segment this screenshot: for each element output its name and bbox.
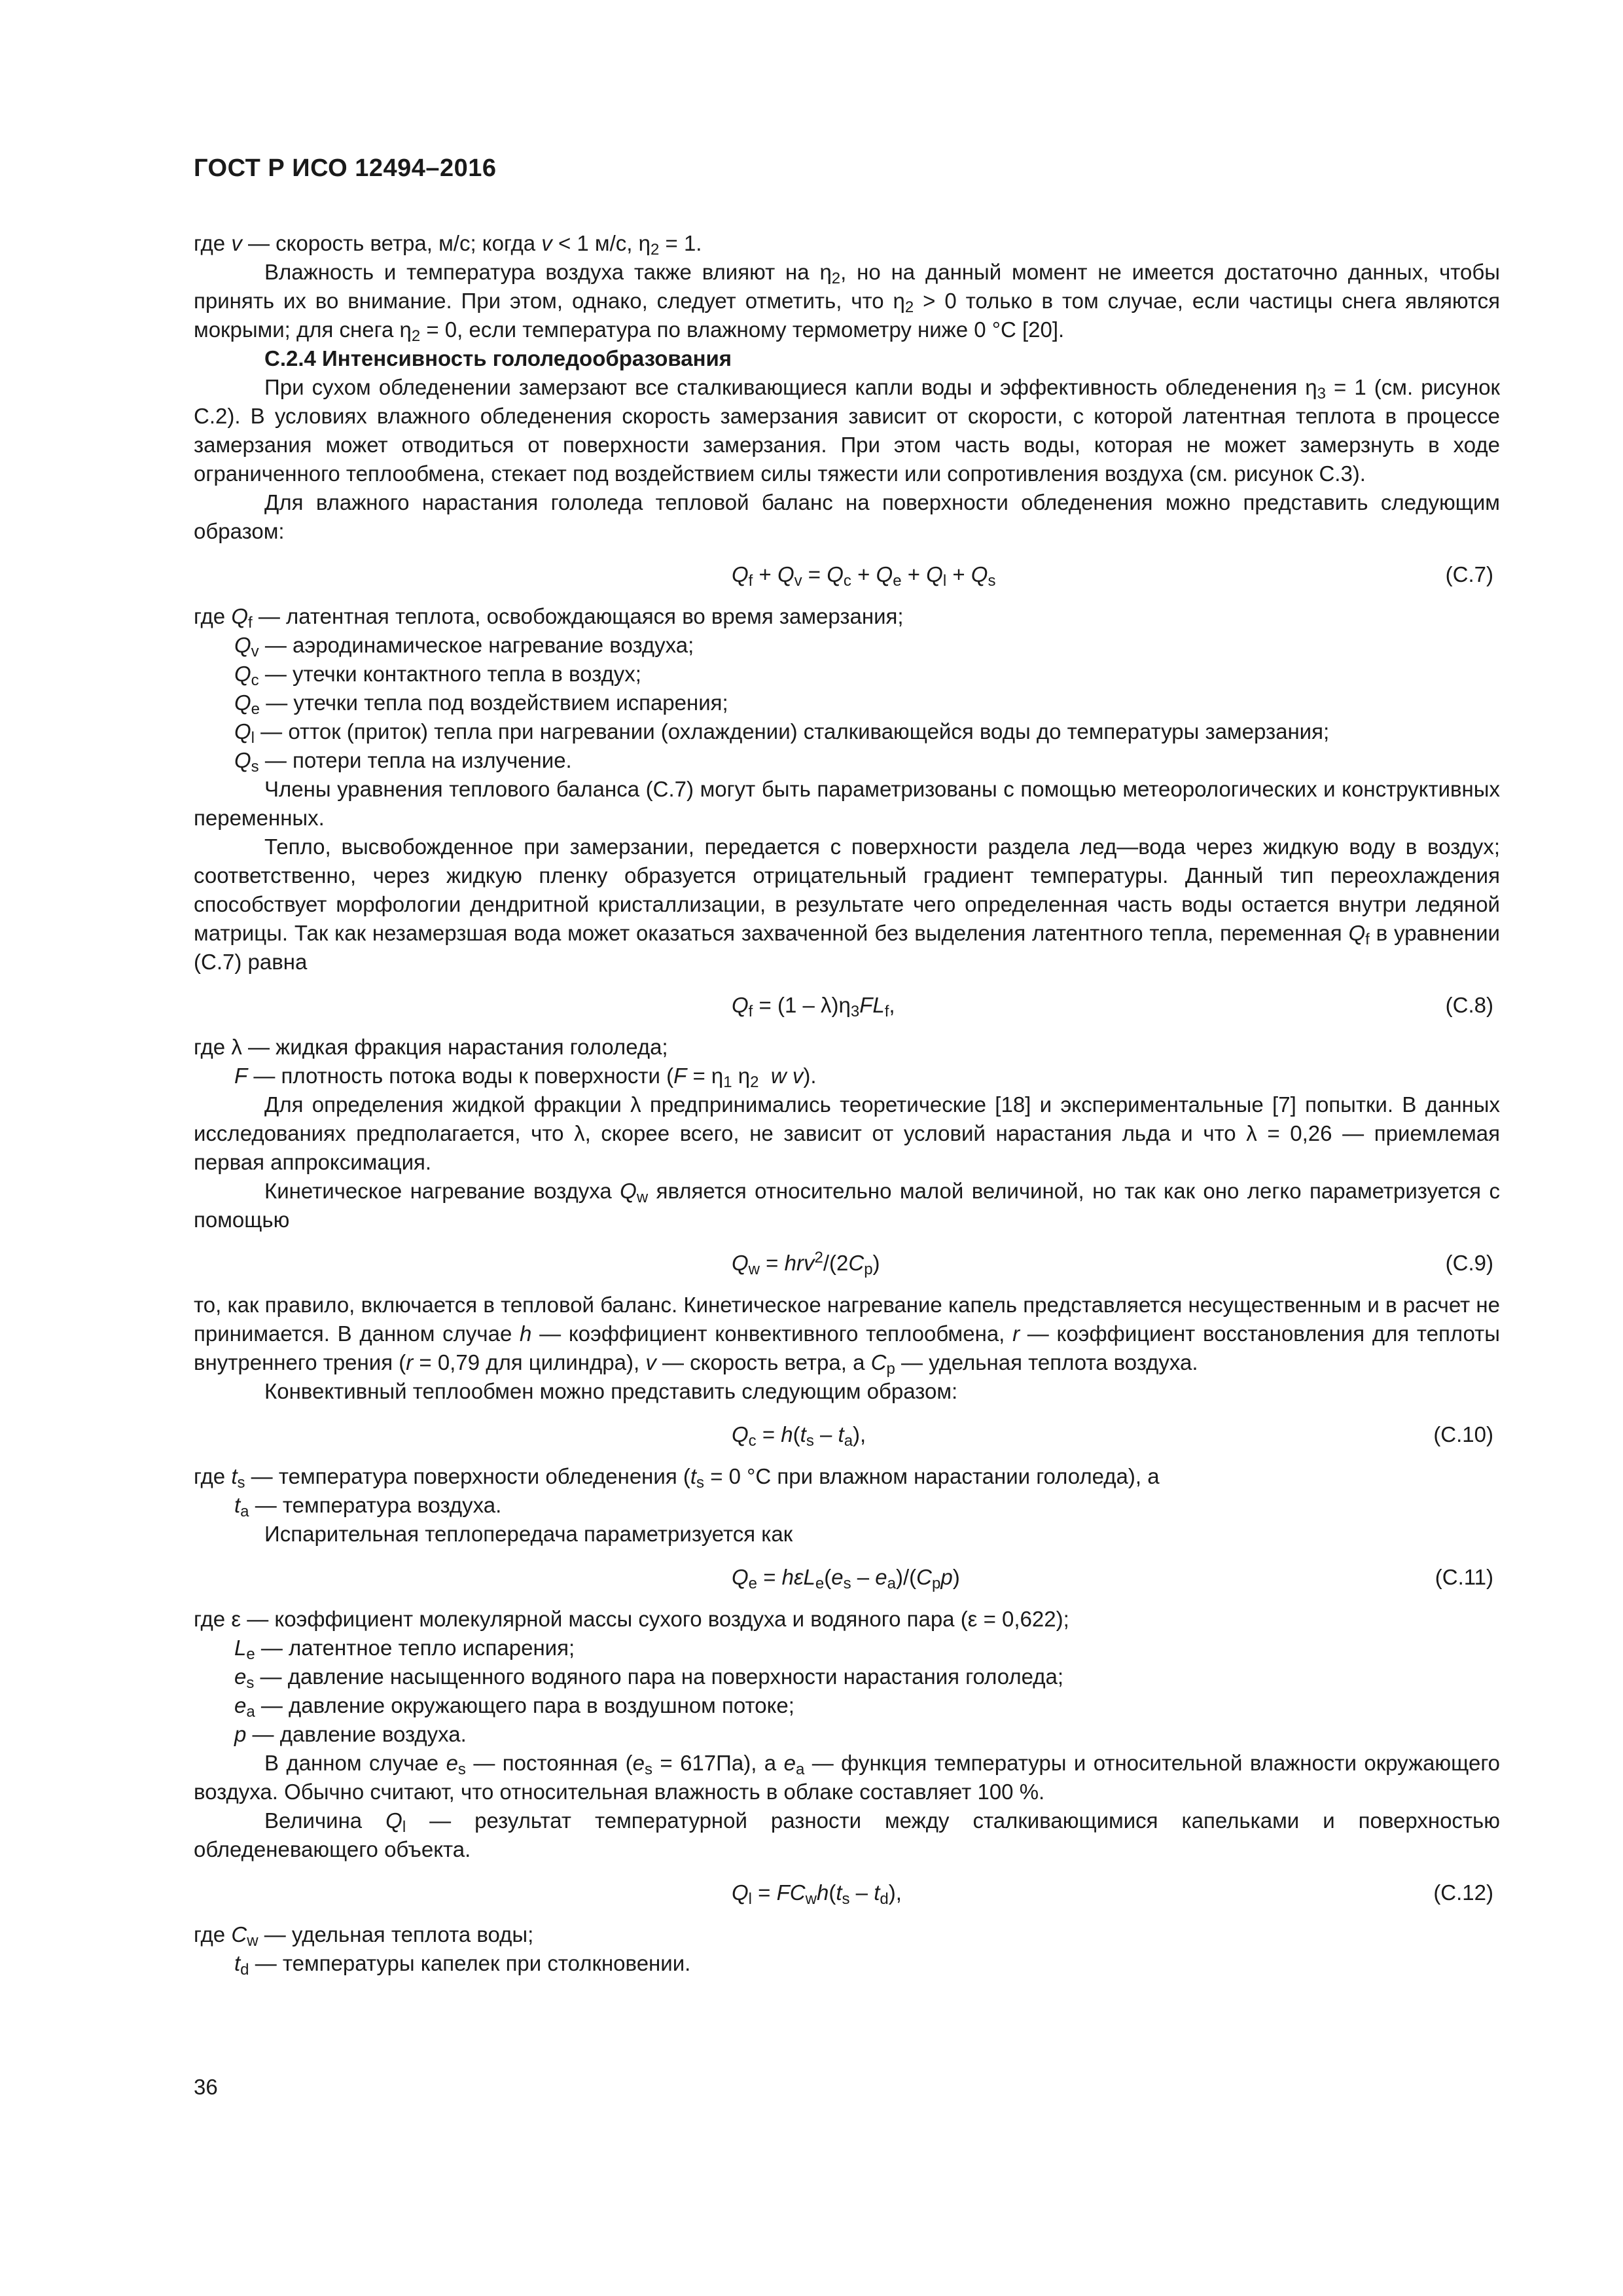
paragraph-liquid-fraction: Для определения жидкой фракции λ предпринимались теоретические [18] и экспериментальные [7] попытки. В данных исследованиях предполагается, что λ, скорее всего, не зависит от условий нарастания льда и что λ = 0,26 — приемлемая первая аппроксимация. — [194, 1092, 1500, 1174]
definition-es: $e_s$ — давление насыщенного водяного пара на поверхности нарастания гололеда; — [234, 1664, 1064, 1692]
paragraph-evaporative: Испарительная теплопередача параметризуется как — [264, 1522, 793, 1546]
page-number: 36 — [194, 2075, 218, 2099]
definition-lambda: где λ — жидкая фракция нарастания гололеда; — [194, 1035, 668, 1059]
document-header: ГОСТ Р ИСО 12494–2016 — [194, 154, 497, 182]
paragraph-humidity: Влажность и температура воздуха также влияют на $\eta_2$, но на данный момент не имеется достаточно данных, чтобы принять их во внимание. При этом, однако, следует отметить, что $\eta_2 > 0$ только в том случае, если частицы снега являются мокрыми; для снега $\eta_2 = 0$, если температура по влажному термометру ниже 0 °С [20]. — [194, 260, 1500, 345]
equation-c11-number: (С.11) — [1435, 1565, 1493, 1589]
equation-c7-number: (С.7) — [1445, 562, 1493, 586]
definition-p: p — давление воздуха. — [234, 1722, 467, 1746]
section-heading: С.2.4 Интенсивность гололедообразования — [264, 346, 732, 370]
definition-qv: $Q_v$ — аэродинамическое нагревание воздуха; — [234, 633, 694, 660]
definition-ts: где $t_s$ — температура поверхности обледенения ($t_s = 0$ °С при влажном нарастании гололеда), а — [194, 1464, 1160, 1492]
equation-c8-formula: $Q_f = (1 - \lambda)\eta_3FL_f$, — [732, 993, 895, 1020]
definition-ql: $Q_l$ — отток (приток) тепла при нагревании (охлаждении) сталкивающейся воды до температуры замерзания; — [234, 719, 1330, 747]
equation-c11-formula: $Q_e = h\varepsilon L_e(e_s - e_a)/(C_pp)$ — [732, 1565, 960, 1592]
definition-ea: $e_a$ — давление окружающего пара в воздушном потоке; — [234, 1693, 794, 1721]
equation-c9 — [194, 1249, 1500, 1278]
equation-c12-number: (С.12) — [1433, 1880, 1493, 1905]
paragraph-convective: Конвективный теплообмен можно представить следующим образом: — [264, 1379, 958, 1403]
equation-c10 — [194, 1420, 1500, 1449]
paragraph-saturation: В данном случае $e_s$ — постоянная $(e_s = 617Па)$, а $e_a$ — функция температуры и относительной влажности окружающего воздуха. Обычно считают, что относительная влажность в облаке составляет 100 %. — [194, 1751, 1500, 1804]
equation-c7-formula: $Q_f + Q_v = Q_c + Q_e + Q_l + Q_s$ — [732, 562, 996, 590]
equation-c9-formula: $Q_w = hrv^2/(2C_p)$ — [732, 1249, 880, 1278]
equation-c12-formula: $Q_l = FC_wh(t_s - t_d)$, — [732, 1880, 902, 1908]
equation-c12 — [194, 1878, 1500, 1907]
equation-c7 — [194, 560, 1500, 589]
paragraph-kinetic-heating: Кинетическое нагревание воздуха $Q_w$ является относительно малой величиной, но так как оно легко параметризуется с помощью — [194, 1179, 1500, 1232]
definition-ta: $t_a$ — температура воздуха. — [234, 1493, 502, 1520]
definition-le: $L_e$ — латентное тепло испарения; — [234, 1636, 575, 1663]
definition-qs: $Q_s$ — потери тепла на излучение. — [234, 748, 572, 776]
definition-epsilon: где ε — коэффициент молекулярной массы сухого воздуха и водяного пара (ε = 0,622); — [194, 1607, 1069, 1631]
paragraph-wind-speed: где v — скорость ветра, м/с; когда v < 1 м/с, $\eta_2 = 1$. — [194, 231, 702, 259]
definition-qc: $Q_c$ — утечки контактного тепла в воздух; — [234, 662, 641, 689]
equation-c10-number: (С.10) — [1433, 1422, 1493, 1446]
definition-qe: $Q_e$ — утечки тепла под воздействием испарения; — [234, 691, 728, 718]
equation-c11 — [194, 1563, 1500, 1592]
equation-c8 — [194, 991, 1500, 1020]
paragraph-ql-value: Величина $Q_l$ — результат температурной разности между сталкивающимися капельками и поверхностью обледеневающего объекта. — [194, 1808, 1500, 1861]
paragraph-freezing-heat: Тепло, высвобожденное при замерзании, передается с поверхности раздела лед—вода через жидкую воду в воздух; соответственно, через жидкую пленку образуется отрицательный градиент температуры. Данный тип переохлаждения способствует морфологии дендритной кристаллизации, в результате чего определенная часть воды остается внутри ледяной матрицы. Так как незамерзшая вода может оказаться захваченной без выделения латентного тепла, переменная $Q_f$ в уравнении (С.7) равна — [194, 834, 1500, 974]
definition-qf: где $Q_f$ — латентная теплота, освобождающаяся во время замерзания; — [194, 604, 904, 632]
definition-f: F — плотность потока воды к поверхности ($F = \eta_1$ $\eta_2$ w v). — [234, 1064, 817, 1091]
equation-c9-number: (С.9) — [1445, 1251, 1493, 1275]
paragraph-kinetic-included: то, как правило, включается в тепловой баланс. Кинетическое нагревание капель представляется несущественным и в расчет не принимается. В данном случае h — коэффициент конвективного теплообмена, r — коэффициент восстановления для теплоты внутреннего трения (r = 0,79 для цилиндра), v — скорость ветра, а $C_p$ — удельная теплота воздуха. — [194, 1293, 1500, 1378]
paragraph-heat-balance: Для влажного нарастания гололеда тепловой баланс на поверхности обледенения можно представить следующим образом: — [194, 490, 1500, 543]
paragraph-parametrization: Члены уравнения теплового баланса (С.7) могут быть параметризованы с помощью метеорологических и конструктивных переменных. — [194, 777, 1500, 830]
equation-c10-formula: $Q_c = h(t_s - t_a)$, — [732, 1422, 866, 1450]
equation-c8-number: (С.8) — [1445, 993, 1493, 1017]
paragraph-dry-icing: При сухом обледенении замерзают все сталкивающиеся капли воды и эффективность обледенения $\eta_3 = 1$ (см. рисунок С.2). В условиях влажного обледенения скорость замерзания зависит от скорости, с которой латентная теплота в процессе замерзания может отводиться от поверхности замерзания. При этом часть воды, которая не может замерзнуть в ходе ограниченного теплообмена, стекает под воздействием силы тяжести или сопротивления воздуха (см. рисунок С.3). — [194, 375, 1500, 486]
definition-td: $t_d$ — температуры капелек при столкновении. — [234, 1951, 691, 1979]
definition-cw: где $C_w$ — удельная теплота воды; — [194, 1922, 534, 1950]
document-body — [194, 229, 1500, 1978]
